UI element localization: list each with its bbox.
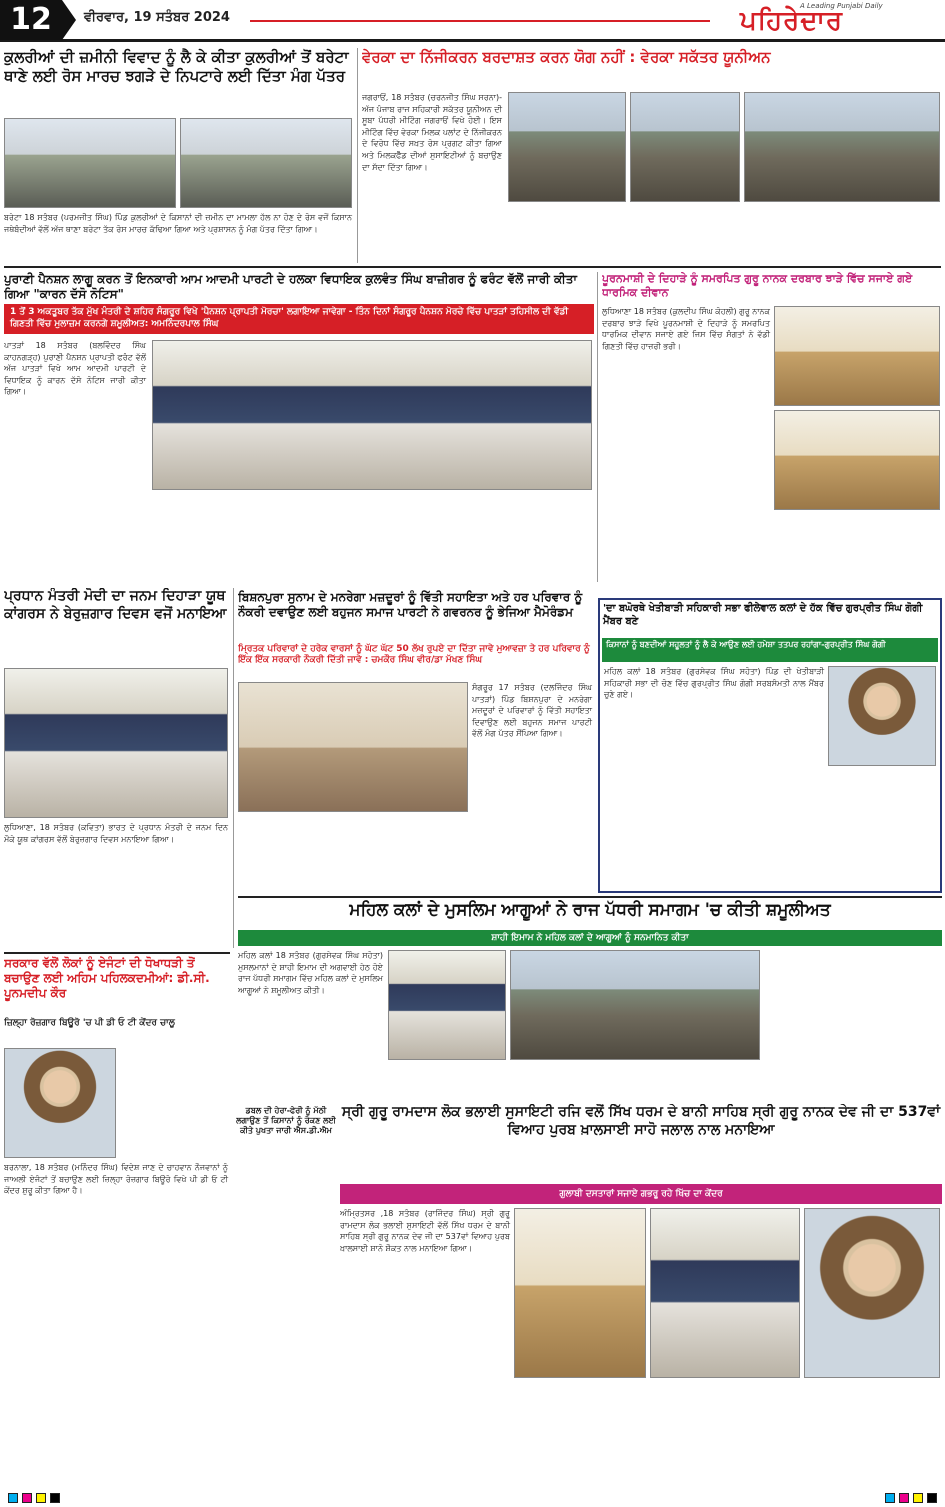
divider <box>4 266 941 268</box>
paper-name: ਪਹਿਰੇਦਾਰ <box>740 6 843 36</box>
story-rojgar-headline: ਸਰਕਾਰ ਵੱਲੋਂ ਲੋਕਾਂ ਨੂੰ ਏਜੰਟਾਂ ਦੀ ਧੋਖਾਧੜੀ ਤੋਂ ਬਚਾਉਣ ਲਈ ਅਹਿਮ ਪਹਿਲਕਦਮੀਆਂ: ਡੀ.ਸੀ. ਪੂਨਮਦੀਪ ਕੌਰ <box>4 956 210 1000</box>
story-mehal-kalan-headline: ਮਹਿਲ ਕਲਾਂ ਦੇ ਮੁਸਲਿਮ ਆਗੂਆਂ ਨੇ ਰਾਜ ਪੱਧਰੀ ਸਮਾਗਮ 'ਚ ਕੀਤੀ ਸ਼ਮੂਲੀਅਤ <box>349 900 831 920</box>
dateline: ਵੀਰਵਾਰ, 19 ਸਤੰਬਰ 2024 <box>84 10 230 25</box>
story-rojgar-photo <box>4 1048 116 1158</box>
story-gogi-subhead: ਕਿਸਾਨਾਂ ਨੂੰ ਬਣਦੀਆਂ ਸਹੂਲਤਾਂ ਨੂੰ ਲੈ ਕੇ ਆਉਣ ਲਈ ਹਮੇਸ਼ਾ ਤਤਪਰ ਰਹਾਂਗਾ-ਗੁਰਪ੍ਰੀਤ ਸਿੰਘ ਗੋਗੀ <box>602 638 938 662</box>
story-verka-headline: ਵੇਰਕਾ ਦਾ ਨਿੱਜੀਕਰਨ ਬਰਦਾਸ਼ਤ ਕਰਨ ਯੋਗ ਨਹੀਂ : ਵੇਰਕਾ ਸਕੱਤਰ ਯੂਨੀਅਨ <box>362 48 771 66</box>
story-verka-photo-2 <box>630 92 740 202</box>
story-kularia-photo-1 <box>4 118 176 208</box>
story-gogi-body: ਮਹਿਲ ਕਲਾਂ 18 ਸਤੰਬਰ (ਗੁਰਸੇਵਕ ਸਿੰਘ ਸਹੋਤਾ) ਪਿੰਡ ਦੀ ਖੇਤੀਬਾੜੀ ਸਹਿਕਾਰੀ ਸਭਾ ਦੀ ਚੋਣ ਵਿੱਚ ਗੁਰਪ੍ਰੀਤ ਸਿੰਘ ਗੋਗੀ ਸਰਬਸੰਮਤੀ ਨਾਲ ਮੈਂਬਰ ਚੁਣੇ ਗਏ। <box>604 667 824 700</box>
registration-mark-icon <box>913 1493 923 1503</box>
story-modi-body: ਲੁਧਿਆਣਾ, 18 ਸਤੰਬਰ (ਕਵਿਤਾ) ਭਾਰਤ ਦੇ ਪ੍ਰਧਾਨ ਮੰਤਰੀ ਦੇ ਜਨਮ ਦਿਨ ਮੌਕੇ ਯੂਥ ਕਾਂਗਰਸ ਵੱਲੋਂ ਬੇਰੁਜ਼ਗਾਰ ਦਿਵਸ ਮਨਾਇਆ ਗਿਆ। <box>4 823 228 844</box>
story-clip-headline: ਡਬਲ ਦੀ ਹੇਰਾ-ਫੇਰੀ ਨੂੰ ਮੱਠੀ ਲਗਾਉਣ ਤੋਂ ਕਿਸਾਨਾਂ ਨੂੰ ਰੋਕਣ ਲਈ ਕੀਤੇ ਪੁਖਤਾ ਜਾਰੀ ਐਸ.ਡੀ.ਐਮ <box>236 1106 336 1135</box>
story-kularia <box>4 48 354 263</box>
story-guru-ramdas <box>340 1104 942 1489</box>
divider <box>4 952 230 954</box>
story-guru-ramdas-photo-3 <box>804 1208 940 1378</box>
story-guru-ramdas-body: ਅੰਮ੍ਰਿਤਸਰ ,18 ਸਤੰਬਰ (ਰਾਜਿੰਦਰ ਸਿੰਘ) ਸ੍ਰੀ ਗੁਰੂ ਰਾਮਦਾਸ ਲੋਕ ਭਲਾਈ ਸੁਸਾਇਟੀ ਵੱਲੋਂ ਸਿੱਖ ਧਰਮ ਦੇ ਬਾਨੀ ਸਾਹਿਬ ਸ੍ਰੀ ਗੁਰੂ ਨਾਨਕ ਦੇਵ ਜੀ ਦਾ 537ਵਾਂ ਵਿਆਹ ਪੁਰਬ ਖ਼ਾਲਸਾਈ ਸ਼ਾਨੋ ਸ਼ੌਕਤ ਨਾਲ ਮਨਾਇਆ ਗਿਆ। <box>340 1209 510 1253</box>
divider <box>233 588 234 948</box>
story-puranmashi <box>602 272 942 592</box>
story-bishanpura-headline: ਬਿਸ਼ਨਪੁਰਾ ਸੁਨਾਮ ਦੇ ਮਨਰੇਗਾ ਮਜ਼ਦੂਰਾਂ ਨੂੰ ਵਿੱਤੀ ਸਹਾਇਤਾ ਅਤੇ ਹਰ ਪਰਿਵਾਰ ਨੂੰ ਨੌਕਰੀ ਦਵਾਉਣ ਲਈ ਬਹੁਜਨ ਸਮਾਜ ਪਾਰਟੀ ਨੇ ਗਵਰਨਰ ਨੂੰ ਭੇਜਿਆ ਮੈਮੋਰੰਡਮ <box>238 590 583 619</box>
story-gogi-photo <box>828 666 936 766</box>
story-pension-subhead: 1 ਤੋਂ 3 ਅਕਤੂਬਰ ਤੱਕ ਮੁੱਖ ਮੰਤਰੀ ਦੇ ਸ਼ਹਿਰ ਸੰਗਰੂਰ ਵਿਖੇ 'ਪੈਨਸ਼ਨ ਪ੍ਰਾਪਤੀ ਮੋਰਚਾ' ਲਗਾਇਆ ਜਾਵੇਗਾ - ਤਿੰਨ ਦਿਨਾਂ ਸੰਗਰੂਰ ਪੈਨਸ਼ਨ ਮੋਰਚੇ ਵਿੱਚ ਪਾਤੜਾਂ ਤਹਿਸੀਲ ਦੀ ਵੱਡੀ ਗਿਣਤੀ ਵਿੱਚ ਮੁਲਾਜ਼ਮ ਕਰਨਗੇ ਸ਼ਮੂਲੀਅਤ: ਅਮਨਿੰਦਰਪਾਲ ਸਿੰਘ <box>4 304 594 334</box>
story-pension-body: ਪਾਤੜਾਂ 18 ਸਤੰਬਰ (ਬਲਵਿੰਦਰ ਸਿੰਘ ਕਾਹਨਗੜ੍ਹ) ਪੁਰਾਣੀ ਪੈਨਸ਼ਨ ਪ੍ਰਾਪਤੀ ਫਰੰਟ ਵੱਲੋਂ ਅੱਜ ਪਾਤੜਾਂ ਵਿਖੇ ਆਮ ਆਦਮੀ ਪਾਰਟੀ ਦੇ ਵਿਧਾਇਕ ਨੂੰ ਕਾਰਨ ਦੱਸੋ ਨੋਟਿਸ ਜਾਰੀ ਕੀਤਾ ਗਿਆ। <box>4 341 146 397</box>
story-guru-ramdas-photo-1 <box>514 1208 646 1378</box>
story-mehal-kalan-photo-2 <box>510 950 760 1060</box>
story-puranmashi-photo-2 <box>774 410 940 510</box>
story-rojgar <box>4 956 230 1486</box>
story-verka-body: ਜਗਰਾਓਂ, 18 ਸਤੰਬਰ (ਚਰਨਜੀਤ ਸਿੰਘ ਸਰਨਾ)-ਅੱਜ ਪੰਜਾਬ ਰਾਜ ਸਹਿਕਾਰੀ ਸਕੱਤਰ ਯੂਨੀਅਨ ਦੀ ਸੂਬਾ ਪੱਧਰੀ ਮੀਟਿੰਗ ਜਗਰਾਓਂ ਵਿਖੇ ਹੋਈ। ਇਸ ਮੀਟਿੰਗ ਵਿੱਚ ਵੇਰਕਾ ਮਿਲਕ ਪਲਾਂਟ ਦੇ ਨਿੱਜੀਕਰਨ ਦੇ ਵਿਰੋਧ ਵਿੱਚ ਸਖ਼ਤ ਰੋਸ ਪ੍ਰਗਟ ਕੀਤਾ ਗਿਆ ਅਤੇ ਮਿਲਕਫੈੱਡ ਦੀਆਂ ਸੁਸਾਇਟੀਆਂ ਨੂੰ ਬਚਾਉਣ ਦਾ ਸੱਦਾ ਦਿੱਤਾ ਗਿਆ। <box>362 93 502 172</box>
story-kularia-photo-2 <box>180 118 352 208</box>
masthead-rule <box>250 20 710 22</box>
story-gogi <box>598 598 942 893</box>
registration-mark-icon <box>8 1493 18 1503</box>
masthead <box>0 0 945 42</box>
tagline: A Leading Punjabi Daily <box>800 2 883 10</box>
registration-mark-icon <box>899 1493 909 1503</box>
story-modi-headline: ਪ੍ਰਧਾਨ ਮੰਤਰੀ ਮੋਦੀ ਦਾ ਜਨਮ ਦਿਹਾੜਾ ਯੂਥ ਕਾਂਗਰਸ ਨੇ ਬੇਰੁਜ਼ਗਾਰ ਦਿਵਸ ਵਜੋਂ ਮਨਾਇਆ <box>4 588 227 622</box>
story-puranmashi-body: ਲੁਧਿਆਣਾ 18 ਸਤੰਬਰ (ਕੁਲਦੀਪ ਸਿੰਘ ਕੋਹਲੀ) ਗੁਰੂ ਨਾਨਕ ਦਰਬਾਰ ਝਾੜੇ ਵਿਖੇ ਪੂਰਨਮਾਸ਼ੀ ਦੇ ਦਿਹਾੜੇ ਨੂੰ ਸਮਰਪਿਤ ਧਾਰਮਿਕ ਦੀਵਾਨ ਸਜਾਏ ਗਏ ਜਿਸ ਵਿੱਚ ਸੰਗਤਾਂ ਨੇ ਵੱਡੀ ਗਿਣਤੀ ਵਿੱਚ ਹਾਜ਼ਰੀ ਭਰੀ। <box>602 307 770 351</box>
registration-mark-icon <box>22 1493 32 1503</box>
story-bishanpura <box>238 590 593 890</box>
story-modi-photo <box>4 668 228 818</box>
story-kularia-headline: ਕੁਲਰੀਆਂ ਦੀ ਜ਼ਮੀਨੀ ਵਿਵਾਦ ਨੂੰ ਲੈ ਕੇ ਕੀਤਾ ਕੁਲਰੀਆਂ ਤੋਂ ਬਰੇਟਾ ਥਾਣੇ ਲਈ ਰੋਸ ਮਾਰਚ ਝਗੜੇ ਦੇ ਨਿਪਟਾਰੇ ਲਈ ਦਿੱਤਾ ਮੰਗ ਪੱਤਰ <box>4 48 349 85</box>
page-number: 12 <box>0 0 62 40</box>
registration-mark-icon <box>50 1493 60 1503</box>
divider <box>238 896 942 898</box>
print-registration-marks <box>0 1493 945 1507</box>
story-bishanpura-body: ਸੰਗਰੂਰ 17 ਸਤੰਬਰ (ਦਲਜਿੰਦਰ ਸਿੰਘ ਪਾਤੜਾਂ) ਪਿੰਡ ਬਿਸ਼ਨਪੁਰਾ ਦੇ ਮਨਰੇਗਾ ਮਜ਼ਦੂਰਾਂ ਦੇ ਪਰਿਵਾਰਾਂ ਨੂੰ ਵਿੱਤੀ ਸਹਾਇਤਾ ਦਿਵਾਉਣ ਲਈ ਬਹੁਜਨ ਸਮਾਜ ਪਾਰਟੀ ਵੱਲੋਂ ਮੰਗ ਪੱਤਰ ਸੌਂਪਿਆ ਗਿਆ। <box>472 683 592 739</box>
divider <box>597 272 598 582</box>
page-number-arrow-icon <box>62 0 76 40</box>
story-guru-ramdas-headline: ਸ੍ਰੀ ਗੁਰੂ ਰਾਮਦਾਸ ਲੋਕ ਭਲਾਈ ਸੁਸਾਇਟੀ ਰਜਿ ਵਲੋਂ ਸਿੱਖ ਧਰਮ ਦੇ ਬਾਨੀ ਸਾਹਿਬ ਸ੍ਰੀ ਗੁਰੂ ਨਾਨਕ ਦੇਵ ਜੀ ਦਾ 537ਵਾਂ ਵਿਆਹ ਪੁਰਬ ਖ਼ਾਲਸਾਈ ਸਾਹੋ ਜਲਾਲ ਨਾਲ ਮਨਾਇਆ <box>341 1104 941 1138</box>
story-verka <box>362 48 942 263</box>
story-puranmashi-photo-1 <box>774 306 940 406</box>
divider <box>357 48 358 263</box>
story-verka-photo-1 <box>508 92 626 202</box>
story-modi <box>4 588 230 948</box>
story-mehal-kalan <box>238 900 942 1100</box>
story-bishanpura-subhead: ਮ੍ਰਿਤਕ ਪਰਿਵਾਰਾਂ ਦੇ ਹਰੇਕ ਵਾਰਸਾਂ ਨੂੰ ਘੱਟ ਘੱਟ 50 ਲੱਖ ਰੁਪਏ ਦਾ ਦਿੱਤਾ ਜਾਵੇ ਮੁਆਵਜ਼ਾ ਤੇ ਹਰ ਪਰਿਵਾਰ ਨੂੰ ਇੱਕ ਇੱਕ ਸਰਕਾਰੀ ਨੌਕਰੀ ਦਿੱਤੀ ਜਾਵੇ : ਚਮਕੌਰ ਸਿੰਘ ਵੀਰ/ਡਾ ਮੱਖਣ ਸਿੰਘ <box>238 644 590 666</box>
story-verka-photo-3 <box>744 92 940 202</box>
story-mehal-kalan-photo-1 <box>388 950 506 1060</box>
registration-mark-icon <box>927 1493 937 1503</box>
story-gogi-headline: 'ਦਾ ਬਘੋਰਥੇ ਖੇਤੀਬਾੜੀ ਸਹਿਕਾਰੀ ਸਭਾ ਫੀਲੇਵਾਲ ਕਲਾਂ ਦੇ ਹੱਕ ਵਿੱਚ ਗੁਰਪ੍ਰੀਤ ਸਿੰਘ ਗੋਗੀ ਮੈਂਬਰ ਬਣੇ <box>603 603 923 627</box>
story-pension-headline: ਪੁਰਾਣੀ ਪੈਨਸ਼ਨ ਲਾਗੂ ਕਰਨ ਤੋਂ ਇਨਕਾਰੀ ਆਮ ਆਦਮੀ ਪਾਰਟੀ ਦੇ ਹਲਕਾ ਵਿਧਾਇਕ ਕੁਲਵੰਤ ਸਿੰਘ ਬਾਜ਼ੀਗਰ ਨੂੰ ਫਰੰਟ ਵੱਲੋਂ ਜਾਰੀ ਕੀਤਾ ਗਿਆ "ਕਾਰਨ ਦੱਸੋ ਨੋਟਿਸ" <box>4 272 577 301</box>
registration-mark-icon <box>36 1493 46 1503</box>
story-rojgar-subhead: ਜ਼ਿਲ੍ਹਾ ਰੋਜ਼ਗਾਰ ਬਿਊਰੋ 'ਚ ਪੀ ਡੀ ਓ ਟੀ ਕੇਂਦਰ ਚਾਲੂ <box>4 1018 175 1028</box>
story-guru-ramdas-photo-2 <box>650 1208 800 1378</box>
registration-mark-icon <box>885 1493 895 1503</box>
story-clip <box>236 1106 336 1196</box>
story-bishanpura-photo <box>238 682 468 812</box>
story-pension-photo <box>152 340 592 490</box>
story-pension <box>4 272 594 582</box>
story-guru-ramdas-subhead: ਗੁਲਾਬੀ ਦਸਤਾਰਾਂ ਸਜਾਏ ਗਭਰੂ ਰਹੇ ਖਿੱਚ ਦਾ ਕੇਂਦਰ <box>340 1184 942 1204</box>
story-kularia-body: ਬਰੇਟਾ 18 ਸਤੰਬਰ (ਪਰਮਜੀਤ ਸਿੰਘ) ਪਿੰਡ ਕੁਲਰੀਆਂ ਦੇ ਕਿਸਾਨਾਂ ਦੀ ਜ਼ਮੀਨ ਦਾ ਮਾਮਲਾ ਹੱਲ ਨਾ ਹੋਣ ਦੇ ਰੋਸ ਵਜੋਂ ਕਿਸਾਨ ਜਥੇਬੰਦੀਆਂ ਵੱਲੋਂ ਅੱਜ ਥਾਣਾ ਬਰੇਟਾ ਤੱਕ ਰੋਸ ਮਾਰਚ ਕੱਢਿਆ ਗਿਆ ਅਤੇ ਪ੍ਰਸ਼ਾਸਨ ਨੂੰ ਮੰਗ ਪੱਤਰ ਦਿੱਤਾ ਗਿਆ। <box>4 213 352 234</box>
story-mehal-kalan-subhead: ਸ਼ਾਹੀ ਇਮਾਮ ਨੇ ਮਹਿਲ ਕਲਾਂ ਦੇ ਆਗੂਆਂ ਨੂੰ ਸਨਮਾਨਿਤ ਕੀਤਾ <box>238 930 942 946</box>
story-mehal-kalan-body: ਮਹਿਲ ਕਲਾਂ 18 ਸਤੰਬਰ (ਗੁਰਸੇਵਕ ਸਿੰਘ ਸਹੋਤਾ) ਮੁਸਲਮਾਨਾਂ ਦੇ ਸ਼ਾਹੀ ਇਮਾਮ ਦੀ ਅਗਵਾਈ ਹੇਠ ਹੋਏ ਰਾਜ ਪੱਧਰੀ ਸਮਾਗਮ ਵਿੱਚ ਮਹਿਲ ਕਲਾਂ ਦੇ ਮੁਸਲਿਮ ਆਗੂਆਂ ਨੇ ਸ਼ਮੂਲੀਅਤ ਕੀਤੀ। <box>238 951 383 995</box>
story-puranmashi-headline: ਪੂਰਨਮਾਸ਼ੀ ਦੇ ਦਿਹਾੜੇ ਨੂੰ ਸਮਰਪਿਤ ਗੁਰੂ ਨਾਨਕ ਦਰਬਾਰ ਝਾੜੇ ਵਿੱਚ ਸਜਾਏ ਗਏ ਧਾਰਮਿਕ ਦੀਵਾਨ <box>602 272 913 299</box>
story-rojgar-body: ਬਰਨਾਲਾ, 18 ਸਤੰਬਰ (ਮਨਿੰਦਰ ਸਿੰਘ) ਵਿਦੇਸ਼ ਜਾਣ ਦੇ ਚਾਹਵਾਨ ਨੌਜਵਾਨਾਂ ਨੂੰ ਜਾਅਲੀ ਏਜੰਟਾਂ ਤੋਂ ਬਚਾਉਣ ਲਈ ਜ਼ਿਲ੍ਹਾ ਰੋਜ਼ਗਾਰ ਬਿਊਰੋ ਵਿਖੇ ਪੀ ਡੀ ਓ ਟੀ ਕੇਂਦਰ ਸ਼ੁਰੂ ਕੀਤਾ ਗਿਆ ਹੈ। <box>4 1163 228 1196</box>
